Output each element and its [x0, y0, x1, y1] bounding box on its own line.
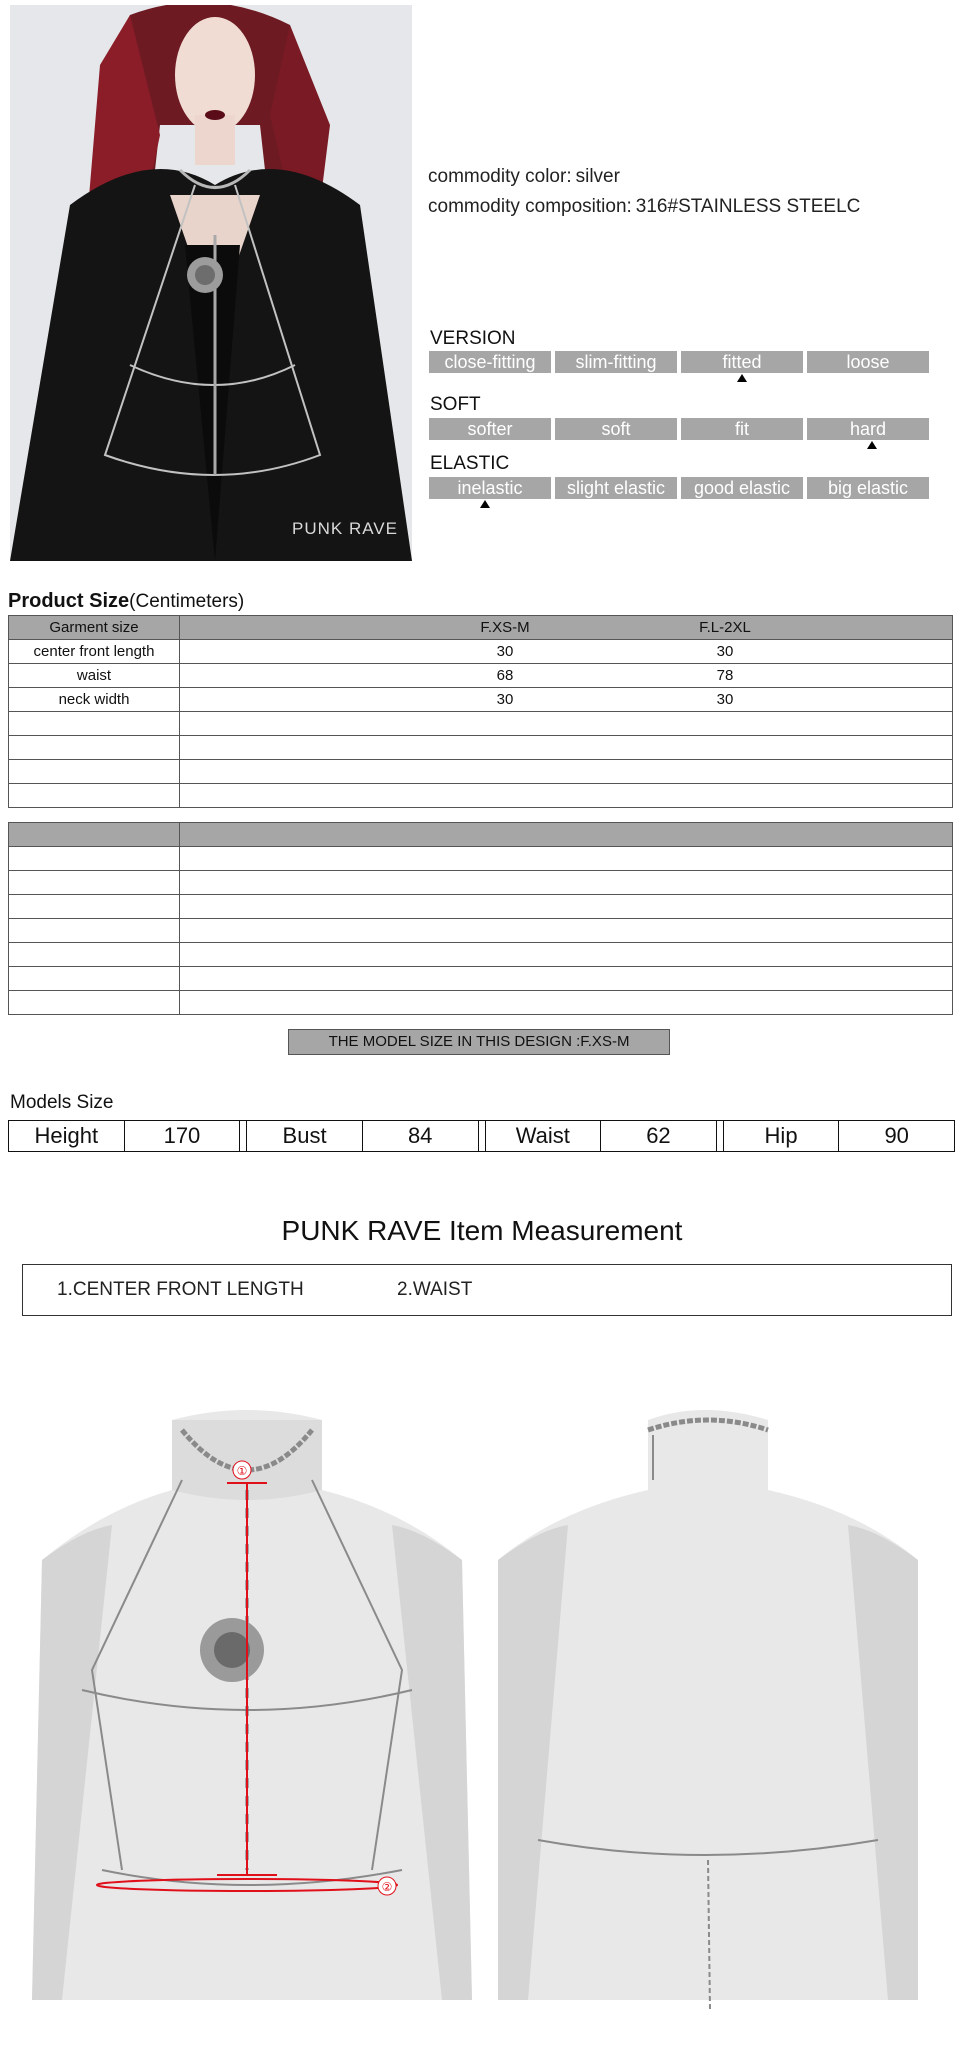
size-table	[8, 615, 953, 808]
model-illustration	[10, 5, 412, 561]
soft-scale	[429, 418, 929, 440]
product-size-heading: Product Size	[8, 590, 130, 612]
soft-title: SOFT	[430, 394, 481, 415]
bust-value: 84	[363, 1121, 479, 1151]
table-row-empty	[9, 919, 953, 943]
soft-selected-marker	[867, 441, 877, 449]
row-label: center front length	[9, 640, 180, 664]
table-header-row	[9, 616, 953, 640]
divider	[479, 1121, 486, 1151]
table-row-empty	[9, 943, 953, 967]
blank-table	[8, 822, 953, 1015]
bust-label: Bust	[247, 1121, 363, 1151]
divider	[240, 1121, 247, 1151]
commodity-color-label: commodity color:	[428, 166, 572, 187]
table-row-empty	[9, 871, 953, 895]
back-mannequin	[478, 1400, 938, 2010]
table-row-empty	[9, 967, 953, 991]
product-size-unit: (Centimeters)	[129, 591, 245, 612]
size-header: F.XS-M	[480, 619, 530, 636]
commodity-color	[428, 166, 620, 188]
product-photo	[10, 5, 412, 561]
cell-value: 78	[716, 667, 734, 684]
table-row-empty	[9, 760, 953, 784]
table-row	[9, 640, 953, 664]
marker-1: ①	[236, 1464, 248, 1478]
cell-value: 68	[496, 667, 514, 684]
soft-option: fit	[681, 418, 803, 440]
product-size-title	[8, 590, 244, 613]
table-row-empty	[9, 712, 953, 736]
table-row-empty	[9, 847, 953, 871]
models-size-title: Models Size	[10, 1092, 114, 1113]
watermark: PUNK RAVE	[292, 519, 398, 538]
elastic-title: ELASTIC	[430, 453, 510, 474]
commodity-composition	[428, 196, 860, 218]
elastic-option: good elastic	[681, 477, 803, 499]
version-title: VERSION	[430, 328, 516, 349]
blank-header-row	[9, 823, 953, 847]
height-label: Height	[9, 1121, 125, 1151]
cell-value: 30	[496, 691, 514, 708]
row-label: neck width	[9, 688, 180, 712]
model-size-note: THE MODEL SIZE IN THIS DESIGN :F.XS-M	[288, 1029, 670, 1055]
hip-label: Hip	[724, 1121, 840, 1151]
row-label: waist	[9, 664, 180, 688]
version-option: fitted	[681, 351, 803, 373]
measurement-legend	[22, 1264, 952, 1316]
measurement-item: 1.CENTER FRONT LENGTH	[57, 1279, 304, 1300]
garment-size-header: Garment size	[9, 616, 180, 640]
elastic-option: big elastic	[807, 477, 929, 499]
models-size-row	[8, 1120, 955, 1152]
commodity-composition-value: 316#STAINLESS STEELC	[635, 196, 861, 217]
elastic-scale	[429, 477, 929, 499]
divider	[717, 1121, 724, 1151]
waist-value: 62	[601, 1121, 717, 1151]
soft-option: softer	[429, 418, 551, 440]
measurement-item: 2.WAIST	[397, 1279, 473, 1300]
version-option: loose	[807, 351, 929, 373]
table-row-empty	[9, 736, 953, 760]
back-mannequin-illustration	[478, 1400, 938, 2010]
commodity-color-value: silver	[575, 166, 620, 187]
table-row-empty	[9, 991, 953, 1015]
waist-label: Waist	[486, 1121, 602, 1151]
front-mannequin-illustration	[22, 1400, 482, 2010]
cell-value: 30	[496, 643, 514, 660]
cell-value: 30	[716, 643, 734, 660]
measurement-title: PUNK RAVE Item Measurement	[281, 1215, 683, 1246]
version-scale	[429, 351, 929, 373]
elastic-selected-marker	[480, 500, 490, 508]
hip-value: 90	[884, 1123, 909, 1148]
cell-value: 30	[716, 691, 734, 708]
soft-option: hard	[807, 418, 929, 440]
elastic-option: inelastic	[429, 477, 551, 499]
version-selected-marker	[737, 374, 747, 382]
size-header: F.L-2XL	[699, 619, 751, 636]
table-row	[9, 664, 953, 688]
table-row-empty	[9, 895, 953, 919]
commodity-composition-label: commodity composition:	[428, 196, 632, 217]
version-option: close-fitting	[429, 351, 551, 373]
soft-option: soft	[555, 418, 677, 440]
height-value: 170	[125, 1121, 241, 1151]
front-mannequin	[22, 1400, 482, 2010]
elastic-option: slight elastic	[555, 477, 677, 499]
table-row	[9, 688, 953, 712]
size-headers	[180, 616, 953, 640]
table-row-empty	[9, 784, 953, 808]
version-option: slim-fitting	[555, 351, 677, 373]
marker-2: ②	[381, 1880, 393, 1894]
